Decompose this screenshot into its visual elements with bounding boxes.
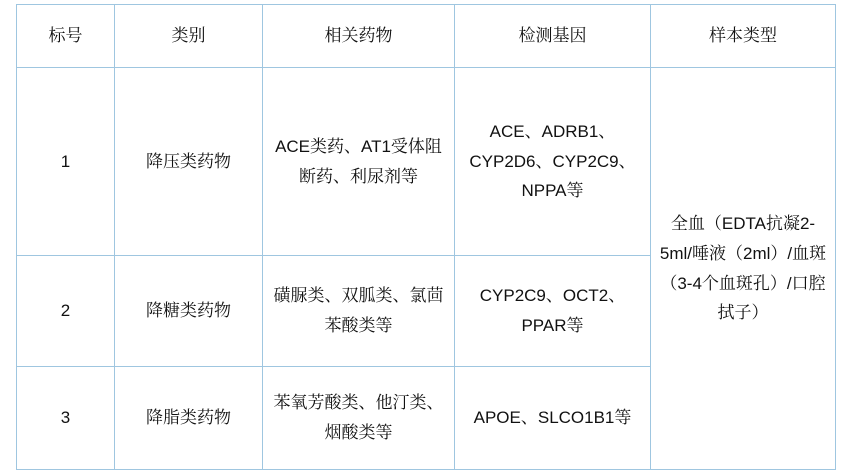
- cell-category: 降脂类药物: [115, 367, 263, 470]
- column-header-no: 标号: [17, 5, 115, 68]
- cell-genes: APOE、SLCO1B1等: [455, 367, 651, 470]
- cell-no: 1: [17, 68, 115, 256]
- column-header-sample-type: 样本类型: [651, 5, 836, 68]
- column-header-category: 类别: [115, 5, 263, 68]
- cell-genes: ACE、ADRB1、CYP2D6、CYP2C9、NPPA等: [455, 68, 651, 256]
- cell-category: 降糖类药物: [115, 256, 263, 367]
- cell-drugs: 苯氧芳酸类、他汀类、烟酸类等: [263, 367, 455, 470]
- cell-genes: CYP2C9、OCT2、PPAR等: [455, 256, 651, 367]
- cell-no: 2: [17, 256, 115, 367]
- cell-sample-type: 全血（EDTA抗凝2-5ml/唾液（2ml）/血斑（3-4个血斑孔）/口腔拭子）: [651, 68, 836, 470]
- column-header-genes: 检测基因: [455, 5, 651, 68]
- table-header-row: [17, 5, 836, 68]
- cell-no: 3: [17, 367, 115, 470]
- column-header-drugs: 相关药物: [263, 5, 455, 68]
- drug-gene-table: [16, 4, 836, 470]
- table-row: [17, 68, 836, 256]
- cell-drugs: 磺脲类、双胍类、氯茴苯酸类等: [263, 256, 455, 367]
- cell-category: 降压类药物: [115, 68, 263, 256]
- cell-drugs: ACE类药、AT1受体阻断药、利尿剂等: [263, 68, 455, 256]
